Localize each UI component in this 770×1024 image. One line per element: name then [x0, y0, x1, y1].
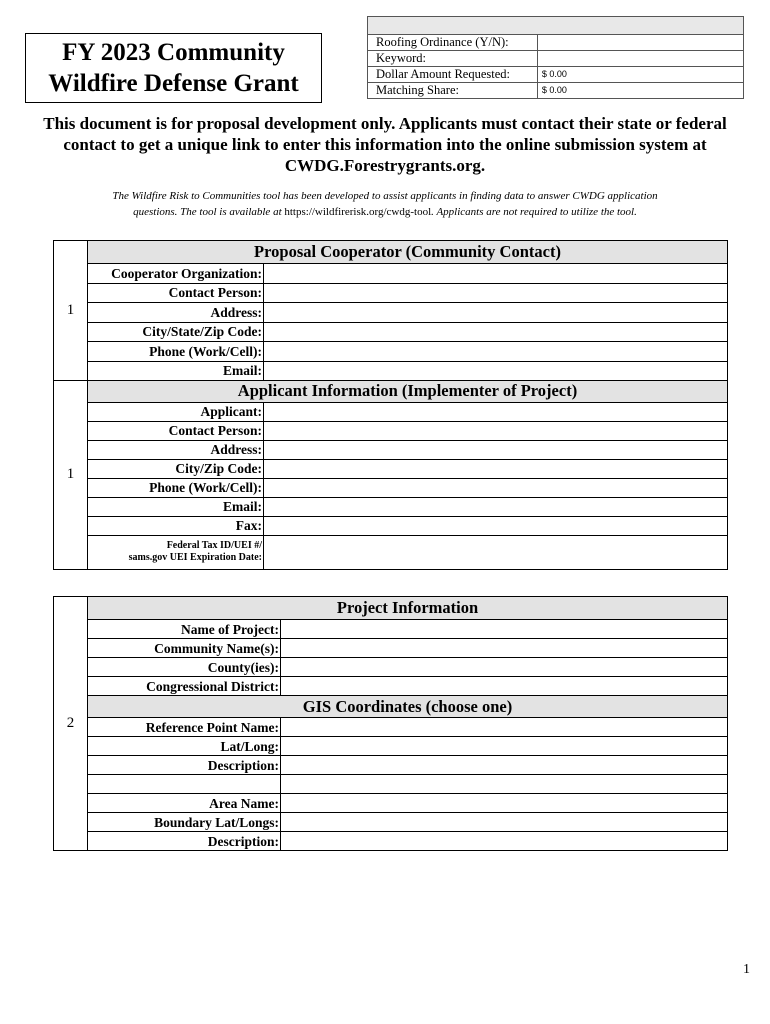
reference-point-label: Reference Point Name:	[88, 718, 281, 737]
applicant-address-label: Address:	[88, 440, 264, 459]
applicant-city-field[interactable]	[264, 459, 728, 478]
cooperator-phone-field[interactable]	[264, 342, 728, 362]
point-description-field[interactable]	[281, 756, 728, 775]
grant-title-box	[25, 33, 322, 103]
gis-heading: GIS Coordinates (choose one)	[88, 696, 728, 718]
proposal-notice: This document is for proposal development only. Applicants must contact their state or federal contact to get a unique link to enter this information into the online submission system at CWDG.Forestrygrants.org.	[43, 114, 727, 175]
applicant-address-field[interactable]	[264, 440, 728, 459]
community-names-label: Community Name(s):	[88, 639, 281, 658]
tax-id-label-line2: sams.gov UEI Expiration Date:	[128, 552, 262, 563]
lat-long-field[interactable]	[281, 737, 728, 756]
tool-note	[40, 188, 730, 220]
section2-table	[53, 596, 728, 851]
spacer-field	[281, 775, 728, 794]
keyword-label: Keyword:	[368, 51, 538, 67]
applicant-contact-field[interactable]	[264, 421, 728, 440]
community-names-field[interactable]	[281, 639, 728, 658]
cooperator-organization-label: Cooperator Organization:	[88, 264, 264, 284]
applicant-contact-label: Contact Person:	[88, 421, 264, 440]
tool-note-post: . Applicants are not required to utilize the tool.	[431, 206, 637, 218]
project-name-label: Name of Project:	[88, 620, 281, 639]
congressional-district-label: Congressional District:	[88, 677, 281, 696]
tax-id-label	[88, 535, 264, 569]
section1-table	[53, 240, 728, 570]
page-number: 1	[743, 962, 750, 977]
cooperator-address-label: Address:	[88, 303, 264, 323]
project-info-heading: Project Information	[88, 597, 728, 620]
grant-title-line2: Wildfire Defense Grant	[48, 70, 299, 97]
spacer-row	[88, 775, 281, 794]
cooperator-city-label: City/State/Zip Code:	[88, 322, 264, 342]
cooperator-address-field[interactable]	[264, 303, 728, 323]
tax-id-label-line1: Federal Tax ID/UEI #/	[166, 540, 262, 551]
area-name-label: Area Name:	[88, 794, 281, 813]
applicant-fax-field[interactable]	[264, 516, 728, 535]
applicant-phone-label: Phone (Work/Cell):	[88, 478, 264, 497]
cooperator-organization-field[interactable]	[264, 264, 728, 284]
tax-id-field[interactable]	[264, 535, 728, 569]
section1-number: 1	[54, 241, 88, 381]
area-name-field[interactable]	[281, 794, 728, 813]
tool-note-pre: questions. The tool is available at	[133, 206, 285, 218]
roofing-ordinance-label: Roofing Ordinance (Y/N):	[368, 35, 538, 51]
cooperator-contact-field[interactable]	[264, 283, 728, 303]
cooperator-contact-label: Contact Person:	[88, 283, 264, 303]
applicant-heading: Applicant Information (Implementer of Project)	[88, 380, 728, 402]
tool-note-line1: The Wildfire Risk to Communities tool has been developed to assist applicants in finding data to answer CWDG application	[112, 190, 658, 202]
reference-point-field[interactable]	[281, 718, 728, 737]
applicant-email-label: Email:	[88, 497, 264, 516]
cooperator-email-field[interactable]	[264, 361, 728, 380]
applicant-fax-label: Fax:	[88, 516, 264, 535]
area-description-field[interactable]	[281, 832, 728, 851]
dollar-amount-field[interactable]: $ 0.00	[537, 67, 743, 83]
applicant-phone-field[interactable]	[264, 478, 728, 497]
matching-share-label: Matching Share:	[368, 83, 538, 99]
counties-label: County(ies):	[88, 658, 281, 677]
cooperator-phone-label: Phone (Work/Cell):	[88, 342, 264, 362]
section1b-number: 1	[54, 380, 88, 569]
boundary-latlongs-label: Boundary Lat/Longs:	[88, 813, 281, 832]
summary-header-cell	[368, 17, 744, 35]
congressional-district-field[interactable]	[281, 677, 728, 696]
point-description-label: Description:	[88, 756, 281, 775]
roofing-ordinance-field[interactable]	[537, 35, 743, 51]
keyword-field[interactable]	[537, 51, 743, 67]
summary-table	[367, 16, 744, 99]
section2-number: 2	[54, 597, 88, 851]
applicant-email-field[interactable]	[264, 497, 728, 516]
applicant-label: Applicant:	[88, 402, 264, 421]
tool-note-line2	[40, 204, 730, 220]
grant-title-line1: FY 2023 Community	[62, 39, 285, 66]
project-name-field[interactable]	[281, 620, 728, 639]
cooperator-email-label: Email:	[88, 361, 264, 380]
applicant-city-label: City/Zip Code:	[88, 459, 264, 478]
area-description-label: Description:	[88, 832, 281, 851]
matching-share-field[interactable]: $ 0.00	[537, 83, 743, 99]
dollar-amount-label: Dollar Amount Requested:	[368, 67, 538, 83]
applicant-field[interactable]	[264, 402, 728, 421]
counties-field[interactable]	[281, 658, 728, 677]
tool-url-link[interactable]: https://wildfirerisk.org/cwdg-tool	[284, 206, 432, 218]
boundary-latlongs-field[interactable]	[281, 813, 728, 832]
cooperator-city-field[interactable]	[264, 322, 728, 342]
lat-long-label: Lat/Long:	[88, 737, 281, 756]
cooperator-heading: Proposal Cooperator (Community Contact)	[88, 241, 728, 264]
